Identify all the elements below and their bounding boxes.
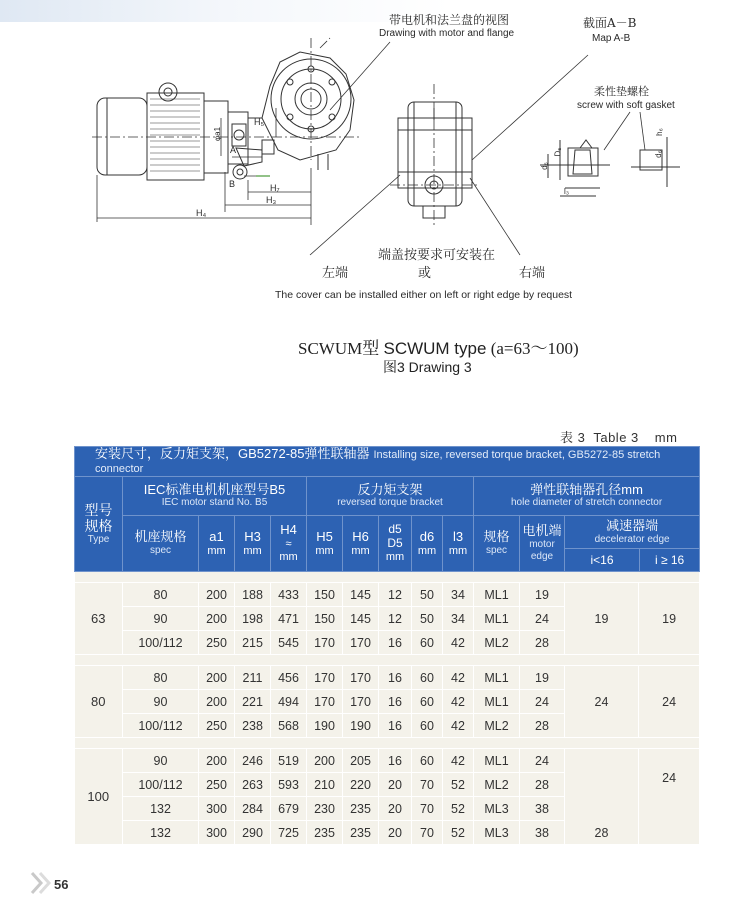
bracket-header xyxy=(307,476,474,515)
table-banner-zh: 安装尺寸，反力矩支架，GB5272-85弹性联轴器 xyxy=(95,446,370,461)
a1-col-header xyxy=(199,515,235,571)
dim-b-label: B xyxy=(229,179,236,189)
cell: 16 xyxy=(379,666,412,690)
cell: 70 xyxy=(412,797,443,821)
cell: 16 xyxy=(379,714,412,738)
iec-header-zh: IEC标准电机机座型号B5 xyxy=(143,481,286,497)
cell: 519 xyxy=(271,749,307,773)
cell: 50 xyxy=(412,607,443,631)
decelerator-lt-cell: 28 xyxy=(565,749,639,845)
reducer-col-zh: 减速器端 xyxy=(606,517,659,533)
cell: ML3 xyxy=(474,797,520,821)
figure-title-suffix: (a=63～100) xyxy=(486,339,579,358)
cell: 300 xyxy=(199,797,235,821)
drawing-view-label-zh: 带电机和法兰盘的视图 xyxy=(389,13,510,27)
cell: 471 xyxy=(271,607,307,631)
dim-l3-label: l₃ xyxy=(564,187,570,196)
figure-title xyxy=(298,334,579,359)
cell: 28 xyxy=(520,773,565,797)
spec-col-en: spec xyxy=(149,545,172,557)
cell: 90 xyxy=(123,607,199,631)
a1-col-label: a1 xyxy=(209,528,224,544)
hole-header-en: hole diameter of stretch connector xyxy=(510,497,663,509)
h5-col-label: H5 xyxy=(316,528,333,544)
cell: 238 xyxy=(235,714,271,738)
cell: 170 xyxy=(343,690,379,714)
l3-col-unit: mm xyxy=(448,544,468,557)
cell: 34 xyxy=(443,583,474,607)
gauge-col-zh: 规格 xyxy=(483,529,510,545)
cell: 24 xyxy=(520,690,565,714)
spec-table xyxy=(74,446,700,845)
cell: 230 xyxy=(307,797,343,821)
cell: 170 xyxy=(343,631,379,655)
cell: 20 xyxy=(379,773,412,797)
h3-col-header xyxy=(235,515,271,571)
cell: 19 xyxy=(520,583,565,607)
cell: 433 xyxy=(271,583,307,607)
cell: ML2 xyxy=(474,631,520,655)
cell: 170 xyxy=(307,631,343,655)
d5-col-header xyxy=(379,515,412,571)
cell: 210 xyxy=(307,773,343,797)
cell: 593 xyxy=(271,773,307,797)
cell: 200 xyxy=(199,583,235,607)
D5-col-label: D5 xyxy=(387,536,403,551)
group-spacer xyxy=(75,572,700,583)
gearbox-side-view xyxy=(398,102,472,218)
cell: 132 xyxy=(123,821,199,845)
type-header-zh: 型号 规格 xyxy=(84,502,113,535)
table-number-label xyxy=(560,427,677,446)
cell: ML2 xyxy=(474,773,520,797)
cell: 211 xyxy=(235,666,271,690)
cell: 198 xyxy=(235,607,271,631)
dim-h7-label: H₇ xyxy=(270,183,280,193)
table-header xyxy=(75,447,700,572)
h4-col-unit: mm xyxy=(279,550,298,563)
cell: 60 xyxy=(412,631,443,655)
cell: 215 xyxy=(235,631,271,655)
cell: 60 xyxy=(412,690,443,714)
type-cell: 80 xyxy=(75,666,123,738)
technical-drawing xyxy=(0,0,750,390)
table-row xyxy=(75,583,700,607)
page-number: 56 xyxy=(54,877,69,892)
cell: 28 xyxy=(520,631,565,655)
dim-h4-label: H₄ xyxy=(196,208,207,218)
section-label-en: Map A-B xyxy=(592,33,631,44)
cell: 132 xyxy=(123,797,199,821)
gauge-col-header xyxy=(474,515,520,571)
cell: 200 xyxy=(199,607,235,631)
dim-h6-label: h₆ xyxy=(654,128,664,136)
dim-d6b-label: d₆ xyxy=(653,150,663,158)
table-row xyxy=(75,666,700,690)
cell: 42 xyxy=(443,690,474,714)
section-ab xyxy=(540,137,680,196)
cell: 679 xyxy=(271,797,307,821)
h3-col-label: H3 xyxy=(244,528,261,544)
cell: 235 xyxy=(307,821,343,845)
left-end-label: 左端 xyxy=(322,266,349,281)
gearbox-front-view xyxy=(233,52,354,179)
cell: 70 xyxy=(412,821,443,845)
cell: 200 xyxy=(199,749,235,773)
ratio-ge-header: i ≥ 16 xyxy=(654,553,685,568)
decelerator-lt-cell: 24 xyxy=(565,666,639,738)
cell: 50 xyxy=(412,583,443,607)
cell: 145 xyxy=(343,607,379,631)
d6-col-unit: mm xyxy=(417,544,437,557)
dim-d6-label: d₆ xyxy=(539,162,549,170)
table-unit: mm xyxy=(654,430,678,445)
cell: 494 xyxy=(271,690,307,714)
table-banner-en: Installing size, reversed torque bracket, GB5272-85 stretch connector xyxy=(95,449,661,475)
motor-body xyxy=(97,83,248,180)
cover-note-zh: 端盖按要求可安装在 xyxy=(378,248,496,263)
cell: 100/112 xyxy=(123,631,199,655)
cell: 42 xyxy=(443,666,474,690)
cell: ML1 xyxy=(474,666,520,690)
cell: 70 xyxy=(412,773,443,797)
cell: 250 xyxy=(199,714,235,738)
cell: 12 xyxy=(379,607,412,631)
group-spacer xyxy=(75,738,700,749)
cell: 568 xyxy=(271,714,307,738)
cell: 42 xyxy=(443,631,474,655)
or-label: 或 xyxy=(418,266,432,281)
motor-col-zh: 电机端 xyxy=(522,523,562,539)
decelerator-ge-cell: 24 xyxy=(639,666,700,738)
h5-col-unit: mm xyxy=(315,544,334,557)
section-label-zh: 截面A－B xyxy=(583,16,637,30)
cell: 170 xyxy=(307,666,343,690)
cell: 150 xyxy=(307,607,343,631)
decelerator-lt-cell: 19 xyxy=(565,583,639,655)
cell: 456 xyxy=(271,666,307,690)
cell: 16 xyxy=(379,631,412,655)
cell: 170 xyxy=(343,666,379,690)
drawing-view-label-en: Drawing with motor and flange xyxy=(379,28,515,39)
cover-note-en: The cover can be installed either on left or right edge by request xyxy=(275,289,573,301)
cell: 300 xyxy=(199,821,235,845)
cell: 42 xyxy=(443,749,474,773)
table-label-zh: 表 3 xyxy=(560,430,586,445)
h6-col-header xyxy=(343,515,379,571)
type-cell: 100 xyxy=(75,749,123,845)
cell: 90 xyxy=(123,749,199,773)
cell: 16 xyxy=(379,690,412,714)
figure-title-prefix: SCWUM型 xyxy=(298,339,384,358)
cell: 12 xyxy=(379,583,412,607)
gauge-col-en: spec xyxy=(485,545,508,557)
dim-a1-label: φa1 xyxy=(213,126,223,142)
cell: ML2 xyxy=(474,714,520,738)
l3-col-label: l3 xyxy=(452,528,464,544)
iec-header-en: IEC motor stand No. B5 xyxy=(161,497,268,509)
cell: 24 xyxy=(520,749,565,773)
cell: 235 xyxy=(343,821,379,845)
cell: ML1 xyxy=(474,749,520,773)
iec-header xyxy=(123,476,307,515)
cell: 250 xyxy=(199,631,235,655)
cell: 200 xyxy=(199,690,235,714)
type-cell: 63 xyxy=(75,583,123,655)
reducer-col-header xyxy=(565,515,700,571)
cell: 52 xyxy=(443,797,474,821)
cell: 90 xyxy=(123,690,199,714)
cell: 170 xyxy=(307,690,343,714)
cell: 220 xyxy=(343,773,379,797)
ratio-subheaders xyxy=(565,549,699,571)
d5-col-unit: mm xyxy=(385,550,405,563)
cell: 60 xyxy=(412,666,443,690)
spec-col-zh: 机座规格 xyxy=(134,529,187,545)
h5-col-header xyxy=(307,515,343,571)
cell: 52 xyxy=(443,821,474,845)
hole-header-zh: 弹性联轴器孔径mm xyxy=(530,481,643,497)
cell: 205 xyxy=(343,749,379,773)
cell: 38 xyxy=(520,821,565,845)
cell: 200 xyxy=(307,749,343,773)
cell: 100/112 xyxy=(123,714,199,738)
cell: 545 xyxy=(271,631,307,655)
cell: 284 xyxy=(235,797,271,821)
decelerator-ge-cell: 19 xyxy=(639,583,700,655)
ratio-lt-header: i<16 xyxy=(565,549,640,571)
center-lines xyxy=(92,38,480,225)
cell: 52 xyxy=(443,773,474,797)
cell: 80 xyxy=(123,666,199,690)
cell: 235 xyxy=(343,797,379,821)
l3-col-header xyxy=(443,515,474,571)
cell: 100/112 xyxy=(123,773,199,797)
spec-col-header xyxy=(123,515,199,571)
cell: 250 xyxy=(199,773,235,797)
motor-col-header xyxy=(520,515,565,571)
dim-h3-label: H₃ xyxy=(266,195,277,205)
cell: 60 xyxy=(412,749,443,773)
screw-label-en: screw with soft gasket xyxy=(577,100,675,111)
motor-col-en: motor edge xyxy=(529,539,555,562)
cell: 150 xyxy=(307,583,343,607)
a1-col-unit: mm xyxy=(207,544,226,557)
type-header-en: Type xyxy=(87,534,110,546)
cell: 19 xyxy=(520,666,565,690)
table-body xyxy=(75,572,700,845)
h6-col-label: H6 xyxy=(352,528,369,544)
cell: ML1 xyxy=(474,583,520,607)
cell: ML3 xyxy=(474,821,520,845)
bracket-header-en: reversed torque bracket xyxy=(337,497,443,509)
cell: 34 xyxy=(443,607,474,631)
reducer-col-title xyxy=(565,516,699,549)
h4-col-label: H4 xyxy=(280,522,297,538)
cell: 80 xyxy=(123,583,199,607)
drawing-lines xyxy=(0,0,750,390)
cell: 60 xyxy=(412,714,443,738)
h4-col-header xyxy=(271,515,307,571)
d6-col-label: d6 xyxy=(419,528,435,544)
h3-col-unit: mm xyxy=(243,544,262,557)
cell: 16 xyxy=(379,749,412,773)
table-banner xyxy=(75,447,700,477)
cell: 200 xyxy=(199,666,235,690)
type-header xyxy=(75,476,123,571)
cell: 24 xyxy=(520,607,565,631)
hole-header xyxy=(474,476,700,515)
dim-d5-label: D₅ xyxy=(553,147,563,157)
d5-col-label: d5 xyxy=(388,522,402,537)
cell: 725 xyxy=(271,821,307,845)
cell: 221 xyxy=(235,690,271,714)
cell: ML1 xyxy=(474,607,520,631)
d6-col-header xyxy=(412,515,443,571)
cell: 263 xyxy=(235,773,271,797)
cell: 28 xyxy=(520,714,565,738)
cell: 20 xyxy=(379,797,412,821)
cell: 145 xyxy=(343,583,379,607)
screw-label-zh: 柔性垫螺栓 xyxy=(594,85,649,98)
decelerator-ge-cell: 24 xyxy=(639,749,700,845)
table-label-en: Table 3 xyxy=(593,430,639,445)
cell: 190 xyxy=(343,714,379,738)
table-row xyxy=(75,749,700,773)
cell: 290 xyxy=(235,821,271,845)
figure-number: 图3 Drawing 3 xyxy=(383,359,472,375)
figure-title-en: SCWUM type xyxy=(383,339,487,358)
cell: 42 xyxy=(443,714,474,738)
cell: 246 xyxy=(235,749,271,773)
cell: 190 xyxy=(307,714,343,738)
dim-a-label: A xyxy=(230,145,237,155)
cell: ML1 xyxy=(474,690,520,714)
cell: 20 xyxy=(379,821,412,845)
group-spacer xyxy=(75,655,700,666)
h4-col-approx: ≈ xyxy=(285,538,292,551)
h6-col-unit: mm xyxy=(351,544,370,557)
right-end-label: 右端 xyxy=(519,266,546,281)
cell: 188 xyxy=(235,583,271,607)
dim-h5-label: H₅ xyxy=(254,117,265,127)
cell: 38 xyxy=(520,797,565,821)
page-chevron-icon xyxy=(30,869,54,897)
reducer-col-en: decelerator edge xyxy=(594,533,670,545)
bracket-header-zh: 反力矩支架 xyxy=(357,481,423,497)
